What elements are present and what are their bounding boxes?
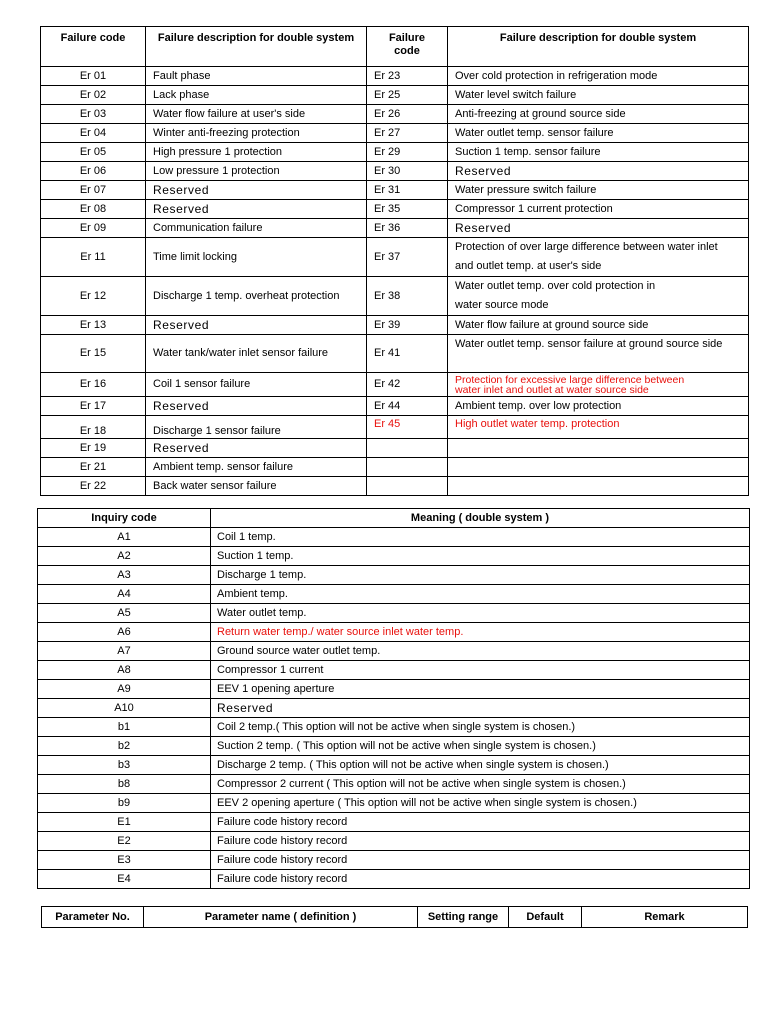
failure-code: Er 35 (367, 200, 448, 219)
failure-code: Er 16 (41, 373, 146, 397)
table-row (41, 200, 749, 219)
header-failure-code-right (367, 27, 448, 67)
table-row (38, 737, 750, 756)
failure-description (448, 458, 749, 477)
table-row (38, 851, 750, 870)
inquiry-code: A5 (38, 604, 211, 623)
header-failure-desc-right: Failure description for double system (448, 27, 749, 67)
table-row (38, 794, 750, 813)
inquiry-meaning: Suction 2 temp. ( This option will not be active when single system is chosen.) (211, 737, 750, 756)
inquiry-meaning: Coil 2 temp.( This option will not be active when single system is chosen.) (211, 718, 750, 737)
inquiry-meaning: Failure code history record (211, 832, 750, 851)
failure-code: Er 45 (367, 416, 448, 439)
inquiry-code: E1 (38, 813, 211, 832)
table-row (41, 373, 749, 397)
inquiry-code: b2 (38, 737, 211, 756)
table-row (41, 219, 749, 238)
table-row (38, 566, 750, 585)
inquiry-meaning: Failure code history record (211, 813, 750, 832)
table-row (41, 316, 749, 335)
inquiry-meaning: EEV 1 opening aperture (211, 680, 750, 699)
table-row (41, 86, 749, 105)
failure-description: Reserved (448, 219, 749, 238)
inquiry-code: A1 (38, 528, 211, 547)
failure-description: Reserved (448, 162, 749, 181)
parameter-table (41, 906, 748, 928)
inquiry-code: E3 (38, 851, 211, 870)
failure-code: Er 12 (41, 277, 146, 316)
header-setting-range: Setting range (418, 907, 509, 928)
table-row (38, 642, 750, 661)
header-failure-code-right-text: Failure code (388, 32, 426, 57)
header-parameter-no: Parameter No. (42, 907, 144, 928)
failure-description-line: Protection of over large difference between water inlet (455, 241, 718, 253)
inquiry-meaning: Failure code history record (211, 870, 750, 889)
failure-code: Er 08 (41, 200, 146, 219)
table-row (41, 67, 749, 86)
inquiry-code-table (37, 508, 750, 889)
failure-description (448, 373, 749, 397)
failure-description (448, 477, 749, 496)
failure-code: Er 42 (367, 373, 448, 397)
inquiry-code: b3 (38, 756, 211, 775)
inquiry-code: A4 (38, 585, 211, 604)
failure-code: Er 17 (41, 397, 146, 416)
table-row (41, 477, 749, 496)
failure-code: Er 39 (367, 316, 448, 335)
failure-code (367, 458, 448, 477)
failure-description: Ambient temp. over low protection (448, 397, 749, 416)
header-meaning: Meaning ( double system ) (211, 509, 750, 528)
inquiry-meaning: Discharge 2 temp. ( This option will not be active when single system is chosen.) (211, 756, 750, 775)
table-row (41, 105, 749, 124)
failure-code: Er 38 (367, 277, 448, 316)
failure-description: Reserved (146, 200, 367, 219)
inquiry-meaning: Compressor 1 current (211, 661, 750, 680)
failure-code: Er 07 (41, 181, 146, 200)
table-row (41, 124, 749, 143)
failure-code: Er 31 (367, 181, 448, 200)
failure-description: Water tank/water inlet sensor failure (146, 335, 367, 373)
table-row (38, 623, 750, 642)
failure-description: Low pressure 1 protection (146, 162, 367, 181)
table-row (41, 458, 749, 477)
inquiry-code: A7 (38, 642, 211, 661)
failure-description-line: and outlet temp. at user's side (455, 260, 602, 272)
inquiry-code: A6 (38, 623, 211, 642)
failure-description: Compressor 1 current protection (448, 200, 749, 219)
failure-description: Suction 1 temp. sensor failure (448, 143, 749, 162)
failure-description: Anti-freezing at ground source side (448, 105, 749, 124)
table-row (41, 397, 749, 416)
failure-description: Back water sensor failure (146, 477, 367, 496)
table-row (38, 528, 750, 547)
failure-description: Reserved (146, 397, 367, 416)
failure-description: Water pressure switch failure (448, 181, 749, 200)
failure-code (367, 439, 448, 458)
failure-code (367, 477, 448, 496)
failure-code: Er 02 (41, 86, 146, 105)
failure-code: Er 19 (41, 439, 146, 458)
failure-description-line: water inlet and outlet at water source side (455, 383, 649, 396)
table-row (38, 661, 750, 680)
failure-code: Er 13 (41, 316, 146, 335)
inquiry-meaning: EEV 2 opening aperture ( This option will not be active when single system is chosen.) (211, 794, 750, 813)
inquiry-code: A9 (38, 680, 211, 699)
inquiry-code: A10 (38, 699, 211, 718)
failure-code-table (40, 26, 749, 496)
failure-description (448, 439, 749, 458)
inquiry-code: b8 (38, 775, 211, 794)
table-row (38, 680, 750, 699)
failure-description (448, 238, 749, 277)
table-row (38, 832, 750, 851)
failure-description-line: Water outlet temp. over cold protection in (455, 280, 656, 292)
table-row (41, 335, 749, 373)
inquiry-code: E2 (38, 832, 211, 851)
header-failure-desc-left: Failure description for double system (146, 27, 367, 67)
failure-description: Reserved (146, 439, 367, 458)
failure-description: Reserved (146, 316, 367, 335)
table-row (38, 604, 750, 623)
failure-code: Er 26 (367, 105, 448, 124)
failure-description: Discharge 1 sensor failure (146, 416, 367, 439)
failure-code: Er 27 (367, 124, 448, 143)
failure-description: Winter anti-freezing protection (146, 124, 367, 143)
table-row (38, 756, 750, 775)
failure-description: Reserved (146, 181, 367, 200)
table-row (38, 718, 750, 737)
failure-code: Er 01 (41, 67, 146, 86)
failure-description: High pressure 1 protection (146, 143, 367, 162)
failure-code: Er 30 (367, 162, 448, 181)
table-row (41, 143, 749, 162)
inquiry-meaning: Ambient temp. (211, 585, 750, 604)
failure-code: Er 23 (367, 67, 448, 86)
table-row (38, 699, 750, 718)
failure-code: Er 05 (41, 143, 146, 162)
inquiry-meaning: Reserved (211, 699, 750, 718)
failure-description: Water flow failure at user's side (146, 105, 367, 124)
inquiry-meaning: Ground source water outlet temp. (211, 642, 750, 661)
failure-code: Er 44 (367, 397, 448, 416)
failure-code: Er 22 (41, 477, 146, 496)
parameter-table-header-row (42, 907, 748, 928)
failure-code: Er 25 (367, 86, 448, 105)
header-remark: Remark (582, 907, 748, 928)
failure-description: Lack phase (146, 86, 367, 105)
failure-description: High outlet water temp. protection (448, 416, 749, 439)
table-row (41, 181, 749, 200)
failure-description: Time limit locking (146, 238, 367, 277)
header-failure-code-left: Failure code (41, 27, 146, 67)
header-default: Default (509, 907, 582, 928)
failure-code: Er 04 (41, 124, 146, 143)
inquiry-meaning: Failure code history record (211, 851, 750, 870)
table-row (38, 585, 750, 604)
table-row (41, 162, 749, 181)
failure-code: Er 15 (41, 335, 146, 373)
failure-description: Discharge 1 temp. overheat protection (146, 277, 367, 316)
failure-table-header-row (41, 27, 749, 67)
failure-description-line: water source mode (455, 299, 549, 311)
inquiry-meaning: Compressor 2 current ( This option will not be active when single system is chosen.) (211, 775, 750, 794)
failure-description: Water level switch failure (448, 86, 749, 105)
failure-description (448, 277, 749, 316)
inquiry-meaning: Water outlet temp. (211, 604, 750, 623)
inquiry-meaning: Discharge 1 temp. (211, 566, 750, 585)
failure-description: Fault phase (146, 67, 367, 86)
failure-code: Er 06 (41, 162, 146, 181)
table-row (41, 277, 749, 316)
failure-description-line: Protection for excessive large difference between (455, 373, 685, 386)
failure-description: Coil 1 sensor failure (146, 373, 367, 397)
failure-code: Er 09 (41, 219, 146, 238)
inquiry-code: A2 (38, 547, 211, 566)
failure-description: Water outlet temp. sensor failure at ground source side (448, 335, 749, 373)
inquiry-code: b9 (38, 794, 211, 813)
failure-description: Water flow failure at ground source side (448, 316, 749, 335)
failure-code: Er 29 (367, 143, 448, 162)
table-row (38, 813, 750, 832)
inquiry-code: b1 (38, 718, 211, 737)
header-parameter-name: Parameter name ( definition ) (144, 907, 418, 928)
inquiry-table-header-row (38, 509, 750, 528)
table-row (41, 238, 749, 277)
table-row (41, 439, 749, 458)
inquiry-code: E4 (38, 870, 211, 889)
failure-code: Er 21 (41, 458, 146, 477)
inquiry-meaning: Return water temp./ water source inlet water temp. (211, 623, 750, 642)
failure-code: Er 03 (41, 105, 146, 124)
header-inquiry-code: Inquiry code (38, 509, 211, 528)
failure-code: Er 11 (41, 238, 146, 277)
inquiry-meaning: Suction 1 temp. (211, 547, 750, 566)
failure-description: Ambient temp. sensor failure (146, 458, 367, 477)
failure-code: Er 18 (41, 416, 146, 439)
inquiry-code: A8 (38, 661, 211, 680)
inquiry-meaning: Coil 1 temp. (211, 528, 750, 547)
inquiry-code: A3 (38, 566, 211, 585)
failure-description: Over cold protection in refrigeration mode (448, 67, 749, 86)
table-row (38, 870, 750, 889)
failure-description: Communication failure (146, 219, 367, 238)
failure-description: Water outlet temp. sensor failure (448, 124, 749, 143)
failure-code: Er 37 (367, 238, 448, 277)
table-row (38, 547, 750, 566)
failure-code: Er 36 (367, 219, 448, 238)
failure-code: Er 41 (367, 335, 448, 373)
table-row (41, 416, 749, 439)
table-row (38, 775, 750, 794)
